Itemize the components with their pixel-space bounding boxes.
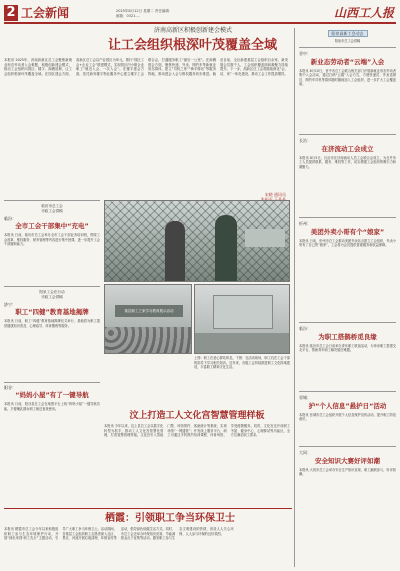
divider	[299, 322, 396, 323]
article-body: 本报讯 临汾市总工会日前举办青年职工联谊活动，为单身职工搭建交友平台，帮助青年职工解决婚恋难题。	[299, 343, 396, 352]
article-headline: 在济流动工会成立	[321, 144, 374, 153]
news-photo-indoor	[194, 284, 290, 354]
region-label: 阳谷：	[4, 385, 16, 390]
article-body: 本报讯 大同市总工会举办安全生产知识竞赛，职工踊跃参与，好评如潮。	[299, 467, 396, 476]
photo-banner-text: 基层职工之家学习教育展示活动	[115, 305, 183, 317]
masthead	[4, 4, 396, 24]
region-label: 大同：	[299, 449, 311, 455]
divider	[4, 508, 292, 509]
news-photo-event	[104, 284, 192, 354]
divider	[299, 446, 396, 447]
article-headline: 美团外卖小哥有个“娘家”	[310, 227, 385, 236]
divider	[4, 382, 100, 383]
column-tag-sub: 阳泉市总工会供稿	[334, 39, 361, 43]
article-headline: 安全知识大赛好评如潮	[315, 456, 380, 465]
article-body: 本报讯 今年以来，汶上县总工会以数字化转型为抓手，推动工人文化宫智慧化管理，打造智慧管理样板。文化宫引入智能门禁、场馆预约、客流统计等系统，实现场馆“一网通管”；开发线上服务平台，职工可通过手机预约培训课程、体育场馆，享受便捷服务。同时，文化宫还开设职工书屋、健身中心、心理驿站等功能区，全方位满足职工需求。	[104, 424, 290, 437]
divider	[299, 47, 396, 48]
column-tag: 阳泉高新工会动态	[328, 30, 368, 37]
section-title: 工会新闻	[21, 6, 70, 20]
article-headline: “妈妈小屋”有了一键导航	[15, 391, 89, 399]
photo-caption: 上图：职工在爱心驿站休息。下图：在活动现场，职工们在工会干部的指导下学习相关知识。近年来，各级工会持续推进职工文化阵地建设，丰富职工精神文化生活。	[194, 356, 290, 369]
lead-kicker: 济南高新区积极创新建会模式	[153, 27, 232, 34]
article-body: 本报讯 栖霞市总工会今年以来积极组织职工参与生态环境保护行动，开展“绿色家园·职工先行”主题活动，引导广大职工争当环保卫士。活动期间，各基层工会组织职工志愿者深入社区、景区、河道开展垃圾清理、环保宣传等活动，倡导绿色低碳生活方式。同时，市总工会还举办环保知识竞赛、节能减排金点子征集等活动，激发职工参与生态文明建设的热情，营造人人关心环保、人人参与环保的良好氛围。	[4, 527, 234, 540]
article-headline: 护“个人信息”悬护日“活动	[308, 401, 387, 410]
lead-headline: 让工会组织根深叶茂覆盖全域	[107, 38, 277, 53]
page-number: 2	[4, 5, 18, 21]
column-tag: 阳泉工会在行动	[39, 290, 65, 294]
divider	[4, 286, 100, 287]
article-body: 本报讯 日前，职工“四健”教育基地揭牌仪式举行，基地将为职工提供健康知识普及、心理疏导、体育锻炼等服务。	[4, 319, 100, 328]
article-headline: 汶上打造工人文化宫智慧管理样板	[129, 411, 265, 421]
article-headline: 职工“四健”教育基地揭牌	[15, 308, 89, 316]
region-label: 忻州：	[299, 220, 311, 226]
article-headline: 栖霞：引领职工争当环保卫士	[105, 513, 235, 524]
news-photo-outdoor	[104, 200, 290, 282]
right-column	[294, 28, 396, 567]
byline-line: 宋晓 通讯员	[264, 192, 286, 197]
region-label: 晋中：	[299, 50, 311, 56]
column-tag-sub: 市政工会供稿	[41, 209, 63, 213]
divider	[299, 217, 396, 218]
article-body: 本报讯 8月10日，晋中市总工会联合相关部门开展新就业形态劳动者集中入会活动，通过扫码“云端”入会方式，方便快递员、外卖送餐员、网约车司机等群体随时随地加入工会组织，进一步扩大工会覆盖面。	[299, 68, 396, 86]
region-label: 济宁：	[4, 302, 16, 307]
article-body: 本报讯 8月5日，长治市在济南流动人员工会联合会成立，为在外务工人员提供联系、服务、维权等工作，切实增强工会组织的吸引力和凝聚力。	[299, 155, 396, 169]
paper-name-logo: 山西工人报	[333, 6, 394, 20]
article-body: 本报讯 晋城市总工会组织开展个人信息保护宣传活动，提升职工防范意识。	[299, 412, 396, 421]
article-headline: 全市工会干部集中“充电”	[15, 222, 89, 230]
article-headline: 新业态劳动者“云端”入会	[310, 57, 385, 66]
lead-body: 本报讯 2025年，济南高新区总工会聚焦新就业形态劳动者入会难题，积极创新建会模式，推动工会组织向园区、楼宇、商圈延伸，让工会组织根深叶茂覆盖全域。在园区建会方面，高新区总工会以产业园区为单元，推行“园区工会+企业工会”联建模式，实现园区内小微企业职工“就近入会、一次入会”。在楼宇建会方面，依托商务楼宇物业服务中心建立楼宇工会联合会，打通服务职工“最后一公里”。在商圈建会方面，聚焦快递、外卖、网约车等新就业形态群体，建立“司机之家”“骑手驿站”等服务阵地，推动建会入会与维权服务同步推进。截至目前，全区新建基层工会组织百余家，新发展会员数千人，工会组织覆盖面和凝聚力持续提升。下一步，高新区总工会将继续深化“会、站、家”一体化建设，推动工会工作提质增效。	[4, 58, 288, 76]
column-tag-sub: 市政工会供稿	[41, 295, 63, 299]
region-label: 长治：	[299, 137, 311, 143]
editor-line: 邮箱：0321-...	[116, 14, 141, 18]
divider	[299, 391, 396, 392]
region-label: 临汾：	[4, 216, 16, 221]
article-body: 本报讯 日前，忻州市总工会推动美团外卖站点建立工会组织，外卖小哥有了自己的“娘家”，工会将为会员提供普惠服务和权益保障。	[299, 238, 396, 247]
article-headline: 为职工搭鹊桥觅良缘	[318, 332, 377, 341]
column-tag: 临汾市总工会	[41, 204, 63, 208]
divider	[299, 134, 396, 135]
article-body: 本报讯 日前，临汾市总工会举办全市工会干部业务培训班，围绕工会改革、维权服务、财务管理等内容进行集中授课，进一步提升工会干部履职能力。	[4, 233, 100, 246]
left-column	[4, 200, 100, 510]
region-label: 晋城：	[299, 394, 311, 400]
article-body: 本报讯 日前，阳谷县总工会在地图平台上线“妈妈小屋”一键导航功能，方便哺乳期女职工就近查找使用。	[4, 402, 100, 411]
region-label: 临汾：	[299, 325, 311, 331]
dateline: 2025年8月12日 星期二 责任编辑：	[116, 9, 173, 13]
